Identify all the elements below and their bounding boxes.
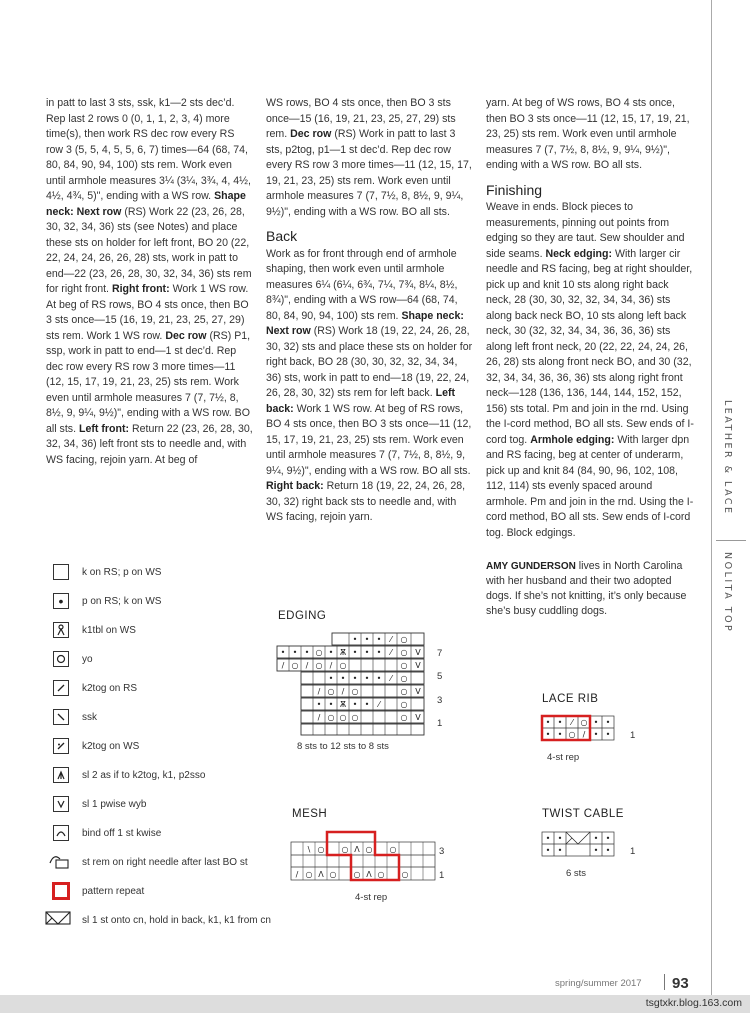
legend-item bbox=[50, 676, 138, 700]
purl-dot-icon: • bbox=[53, 593, 69, 609]
svg-text:/: / bbox=[295, 870, 299, 879]
svg-text:○: ○ bbox=[317, 845, 325, 854]
subhead: Armhole edging: bbox=[530, 433, 615, 446]
svg-text:•: • bbox=[545, 730, 551, 739]
watermark-bar bbox=[0, 995, 750, 1013]
legend-item bbox=[50, 850, 248, 874]
svg-text:•: • bbox=[364, 648, 370, 657]
svg-text:•: • bbox=[364, 700, 370, 709]
svg-text:•: • bbox=[545, 834, 551, 843]
svg-text:V: V bbox=[415, 648, 421, 657]
svg-text:•: • bbox=[605, 730, 611, 739]
legend-item bbox=[50, 763, 206, 787]
text-column-1 bbox=[46, 96, 254, 468]
chart-caption-edging: 8 sts to 12 sts to 8 sts bbox=[297, 741, 389, 752]
row-number: 1 bbox=[630, 730, 636, 741]
sidebar-label-pattern: NOLITA TOP bbox=[722, 552, 733, 634]
legend-item bbox=[50, 734, 140, 758]
svg-text:•: • bbox=[364, 635, 370, 644]
svg-text:•: • bbox=[316, 700, 322, 709]
svg-text:○: ○ bbox=[400, 648, 408, 657]
st-rem-arrow-icon bbox=[48, 851, 70, 874]
svg-text:•: • bbox=[593, 834, 599, 843]
svg-text:•: • bbox=[328, 700, 334, 709]
para: yarn. At beg of WS rows, BO 4 sts once, then BO 3 sts once—11 (12, 15, 17, 19, 21, 23, 25) sts rem. Work even until armhole measures 7 (7, 7½, 8, 8½, 9, 9¼, 9½)", ending with a WS row. BO all sts. bbox=[486, 97, 690, 171]
k2tog-slash-icon bbox=[53, 680, 69, 696]
svg-text:V: V bbox=[415, 713, 421, 722]
svg-text:○: ○ bbox=[377, 870, 385, 879]
legend-label: k2tog on WS bbox=[82, 740, 140, 752]
svg-text:Ѫ: Ѫ bbox=[339, 700, 347, 709]
legend-label: yo bbox=[82, 653, 93, 665]
k1tbl-icon bbox=[53, 622, 69, 638]
subhead: Left front: bbox=[78, 422, 129, 435]
legend-label: st rem on right needle after last BO st bbox=[82, 856, 248, 868]
text-column-2 bbox=[266, 96, 474, 526]
svg-text:•: • bbox=[280, 648, 286, 657]
para: Weave in ends. Block pieces to measurements, pinning out points from edging so they are taut. Sew shoulder and side seams. bbox=[486, 201, 685, 260]
page-number: 93 bbox=[672, 975, 689, 992]
legend-label: sl 1 st onto cn, hold in back, k1, k1 from cn bbox=[82, 914, 271, 926]
svg-text:•: • bbox=[557, 846, 563, 855]
double-decrease-icon bbox=[53, 767, 69, 783]
para: Work as for front through end of armhole shaping, then work even until armhole measures 6¼ (6¼, 6¾, 7¼, 7¾, 8¼, 8½, 8¾)", ending with a WS row—64 (68, 74, 80, 84, 90, 94, 100) sts rem. bbox=[266, 247, 458, 322]
svg-text:○: ○ bbox=[400, 700, 408, 709]
para: Work 1 WS row. At beg of RS rows, BO 4 sts once, then BO 3 sts once—15 (16, 19, 21, 23, 25, 27, 29) sts rem. Work 1 WS row. bbox=[46, 283, 249, 342]
svg-text:○: ○ bbox=[580, 718, 588, 727]
heading-back: Back bbox=[266, 228, 298, 244]
footer-divider bbox=[664, 974, 665, 990]
chart-caption-twist-cable: 6 sts bbox=[566, 868, 587, 879]
svg-text:○: ○ bbox=[327, 713, 335, 722]
bio-text: lives in North Carolina with her husband and their two adopted dogs. If she’s not knitting, it’s only because she’s busy cuddling dogs. bbox=[486, 560, 687, 617]
svg-text:•: • bbox=[352, 700, 358, 709]
svg-text:○: ○ bbox=[327, 687, 335, 696]
svg-text:Ѫ: Ѫ bbox=[339, 648, 347, 657]
legend-item bbox=[50, 589, 162, 613]
svg-text:•: • bbox=[352, 635, 358, 644]
svg-text:○: ○ bbox=[389, 845, 397, 854]
svg-text:○: ○ bbox=[568, 730, 576, 739]
lace-rib-chart-grid bbox=[540, 714, 616, 742]
svg-text:⁄: ⁄ bbox=[390, 635, 392, 644]
svg-text:•: • bbox=[340, 674, 346, 683]
sidebar bbox=[711, 0, 750, 1000]
para: With larger dpn and RS facing, beg at center of underarm, pick up and knit 84 (84, 90, 96, 102, 108, 112, 114) sts evenly spaced around armhole. Pm and join in the rnd. Using the I-cord method, BO all sts. Sew ends of I-cord tog. Block edgings. bbox=[486, 433, 694, 539]
subhead: Dec row bbox=[290, 128, 332, 140]
row-number: 3 bbox=[437, 695, 443, 706]
svg-text:○: ○ bbox=[339, 661, 347, 670]
svg-text:•: • bbox=[304, 648, 310, 657]
legend-label: sl 2 as if to k2tog, k1, p2sso bbox=[82, 769, 206, 781]
svg-text:•: • bbox=[557, 834, 563, 843]
legend-item bbox=[50, 618, 136, 642]
slip-v-icon bbox=[53, 796, 69, 812]
para: (RS) Work 22 (23, 26, 28, 30, 32, 34, 36) sts (see Notes) and place these sts on holder for left front, BO 20 (22, 22, 24, 24, 26, 26, 28) sts, work in patt to end—22 (23, 26, 28, 30, 32, 34, 36) sts rem for right front. bbox=[46, 205, 252, 295]
subhead: Neck edging: bbox=[545, 247, 613, 260]
chart-caption-lace-rib: 4-st rep bbox=[547, 752, 580, 763]
svg-text:•: • bbox=[605, 846, 611, 855]
svg-text:•: • bbox=[376, 674, 382, 683]
svg-text:○: ○ bbox=[400, 635, 408, 644]
svg-text:V: V bbox=[415, 661, 421, 670]
svg-text:•: • bbox=[376, 635, 382, 644]
heading-finishing: Finishing bbox=[486, 181, 543, 198]
svg-text:/: / bbox=[582, 730, 586, 739]
row-number: 1 bbox=[439, 870, 445, 881]
legend-item bbox=[50, 821, 162, 845]
svg-text:○: ○ bbox=[341, 845, 349, 854]
svg-text:○: ○ bbox=[400, 661, 408, 670]
bio-name: AMY GUNDERSON bbox=[486, 561, 576, 572]
svg-text:○: ○ bbox=[401, 870, 409, 879]
mesh-chart-grid bbox=[290, 830, 436, 882]
svg-text:○: ○ bbox=[291, 661, 299, 670]
legend-item bbox=[50, 647, 93, 671]
chart-title-twist-cable: TWIST CABLE bbox=[542, 808, 624, 820]
row-number: 3 bbox=[439, 846, 445, 857]
row-number: 5 bbox=[437, 671, 443, 682]
subhead: Right back: bbox=[266, 480, 324, 492]
legend-item bbox=[50, 908, 271, 932]
k2tog-ws-icon bbox=[53, 738, 69, 754]
subhead: Shape neck: Next row bbox=[266, 309, 464, 337]
chart-title-edging: EDGING bbox=[278, 610, 327, 622]
svg-text:•: • bbox=[545, 718, 551, 727]
para: (RS) P1, ssp, work in patt to end—1 st dec’d. Rep dec row every RS row 3 more times—11 (12, 15, 17, 19, 21, 23, 25) sts rem. Work even until armhole measures 7 (7, 7½, 8, 8½, 9, 9¼, 9½)", ending with a WS row. BO all sts. bbox=[46, 329, 251, 435]
legend-item bbox=[50, 792, 147, 816]
row-number: 1 bbox=[630, 846, 636, 857]
svg-text:○: ○ bbox=[339, 713, 347, 722]
legend-item bbox=[50, 879, 145, 903]
svg-text:○: ○ bbox=[365, 845, 373, 854]
svg-text:○: ○ bbox=[353, 870, 361, 879]
svg-text:○: ○ bbox=[400, 713, 408, 722]
svg-text:⁄: ⁄ bbox=[571, 718, 573, 727]
legend-label: p on RS; k on WS bbox=[82, 595, 162, 607]
svg-text:•: • bbox=[364, 674, 370, 683]
svg-text:○: ○ bbox=[400, 687, 408, 696]
knit-symbol-icon bbox=[53, 564, 69, 580]
svg-text:/: / bbox=[341, 687, 345, 696]
row-number: 7 bbox=[437, 648, 443, 659]
legend-label: k on RS; p on WS bbox=[82, 566, 162, 578]
para: WS rows, BO 4 sts once, then BO 3 sts once—15 (16, 19, 21, 23, 25, 27, 29) sts rem. bbox=[266, 97, 456, 140]
svg-text:•: • bbox=[545, 846, 551, 855]
legend-label: sl 1 pwise wyb bbox=[82, 798, 147, 810]
svg-text:•: • bbox=[557, 718, 563, 727]
para: Return 18 (19, 22, 24, 26, 28, 30, 32) right back sts to needle and, with WS facing, rejoin yarn. bbox=[266, 480, 466, 523]
legend-item bbox=[50, 560, 162, 584]
text-column-3 bbox=[486, 96, 696, 619]
svg-text:Λ: Λ bbox=[318, 870, 324, 879]
twist-cable-icon bbox=[45, 911, 71, 930]
watermark-url: tsgtxkr.blog.163.com bbox=[645, 997, 742, 1009]
svg-text:Λ: Λ bbox=[354, 845, 360, 854]
legend-label: bind off 1 st kwise bbox=[82, 827, 162, 839]
subhead: Dec row bbox=[165, 329, 207, 342]
sidebar-label-section: LEATHER & LACE bbox=[722, 400, 733, 516]
svg-text:/: / bbox=[305, 661, 309, 670]
para: (RS) Work in patt to last 3 sts, p2tog, p1—1 st dec’d. Rep dec row every RS row 3 more times—11 (12, 15, 17, 19, 21, 23, 25) sts rem. Work even until armhole measures 7 (7, 7½, 8, 8½, 9, 9¼, 9½)", ending with a WS row. BO all sts. bbox=[266, 128, 472, 218]
svg-text:○: ○ bbox=[315, 661, 323, 670]
legend-label: k1tbl on WS bbox=[82, 624, 136, 636]
yo-circle-icon bbox=[53, 651, 69, 667]
para: in patt to last 3 sts, ssk, k1—2 sts dec’d. Rep last 2 rows 0 (0, 1, 1, 2, 3, 4) more time(s), then work RS dec row every RS row 3 (5, 5, 4, 5, 5, 6, 7) times—64 (68, 74, 80, 84, 90, 94, 100) sts rem. Work even until armhole measures 3¼ (3¼, 3¾, 4, 4½, 4½, 4¾, 5)", ending with a WS row. bbox=[46, 97, 251, 202]
para: (RS) Work 18 (19, 22, 24, 26, 28, 30, 32) sts and place these sts on holder for right back, BO 28 (30, 30, 32, 32, 34, 34, 36) sts, work in patt to end—18 (19, 22, 24, 26, 28, 30, 32) sts rem for left back. bbox=[266, 325, 473, 399]
chart-title-lace-rib: LACE RIB bbox=[542, 693, 599, 705]
svg-text:○: ○ bbox=[329, 870, 337, 879]
svg-text:•: • bbox=[328, 674, 334, 683]
bind-off-arc-icon bbox=[53, 825, 69, 841]
subhead: Shape neck: Next row bbox=[46, 190, 246, 218]
svg-text:•: • bbox=[605, 834, 611, 843]
svg-text:•: • bbox=[292, 648, 298, 657]
svg-text:⁄: ⁄ bbox=[390, 674, 392, 683]
para: With larger cir needle and RS facing, beg at right shoulder, pick up and knit 10 sts along right back neck, 28 (30, 30, 32, 32, 34, 34, 36) sts along back neck BO, 10 sts along left back neck, 30 (32, 32, 34, 34, 36, 36, 36) sts along left front neck, 20 (22, 22, 24, 24, 26, 26, 28) sts along front neck BO, and 30 (32, 32, 34, 34, 36, 36, 36) sts along right front neck—128 (136, 136, 144, 144, 152, 152, 156) sts total. Pm and join in the rnd. Using the I-cord method, BO all sts. Sew ends of I-cord tog. bbox=[486, 247, 694, 446]
sidebar-divider bbox=[716, 540, 746, 541]
svg-text:•: • bbox=[376, 648, 382, 657]
para: Return 22 (23, 26, 28, 30, 32, 34, 36) left front sts to needle and, with WS facing, rejoin yarn. At beg of bbox=[46, 422, 253, 466]
svg-text:/: / bbox=[317, 687, 321, 696]
svg-text:•: • bbox=[593, 718, 599, 727]
subhead: Right front: bbox=[111, 283, 170, 295]
svg-text:○: ○ bbox=[351, 687, 359, 696]
para: Work 1 WS row. At beg of RS rows, BO 4 sts once, then BO 3 sts once—11 (12, 15, 17, 19, 21, 23, 25) sts rem. Work even until armhole measures 7 (7, 7½, 8, 8½, 9, 9¼, 9½)", ending with a WS row. BO all sts. bbox=[266, 402, 472, 477]
svg-text:•: • bbox=[557, 730, 563, 739]
legend-label: pattern repeat bbox=[82, 885, 145, 897]
svg-text:•: • bbox=[593, 730, 599, 739]
twist-cable-chart-grid bbox=[540, 830, 616, 858]
chart-title-mesh: MESH bbox=[292, 808, 328, 820]
svg-text:•: • bbox=[352, 648, 358, 657]
legend-label: ssk bbox=[82, 711, 97, 723]
legend-label: k2tog on RS bbox=[82, 682, 138, 694]
svg-text:/: / bbox=[317, 713, 321, 722]
svg-text:•: • bbox=[352, 674, 358, 683]
svg-text:V: V bbox=[415, 687, 421, 696]
subhead: Left back: bbox=[266, 387, 456, 415]
svg-text:⁄: ⁄ bbox=[378, 700, 380, 709]
svg-text:○: ○ bbox=[351, 713, 359, 722]
svg-text:○: ○ bbox=[305, 870, 313, 879]
svg-text:•: • bbox=[605, 718, 611, 727]
svg-text:/: / bbox=[281, 661, 285, 670]
svg-text:○: ○ bbox=[315, 648, 323, 657]
svg-text:⁄: ⁄ bbox=[390, 648, 392, 657]
row-number: 1 bbox=[437, 718, 443, 729]
svg-text:Λ: Λ bbox=[366, 870, 372, 879]
issue-label: spring/summer 2017 bbox=[555, 978, 642, 989]
svg-text:•: • bbox=[328, 648, 334, 657]
legend-item bbox=[50, 705, 97, 729]
edging-chart-grid bbox=[276, 632, 426, 736]
ssk-backslash-icon bbox=[53, 709, 69, 725]
pattern-repeat-box-icon bbox=[52, 882, 70, 900]
svg-text:○: ○ bbox=[400, 674, 408, 683]
svg-text:/: / bbox=[329, 661, 333, 670]
svg-text:\: \ bbox=[307, 845, 311, 854]
svg-text:•: • bbox=[593, 846, 599, 855]
chart-caption-mesh: 4-st rep bbox=[355, 892, 388, 903]
